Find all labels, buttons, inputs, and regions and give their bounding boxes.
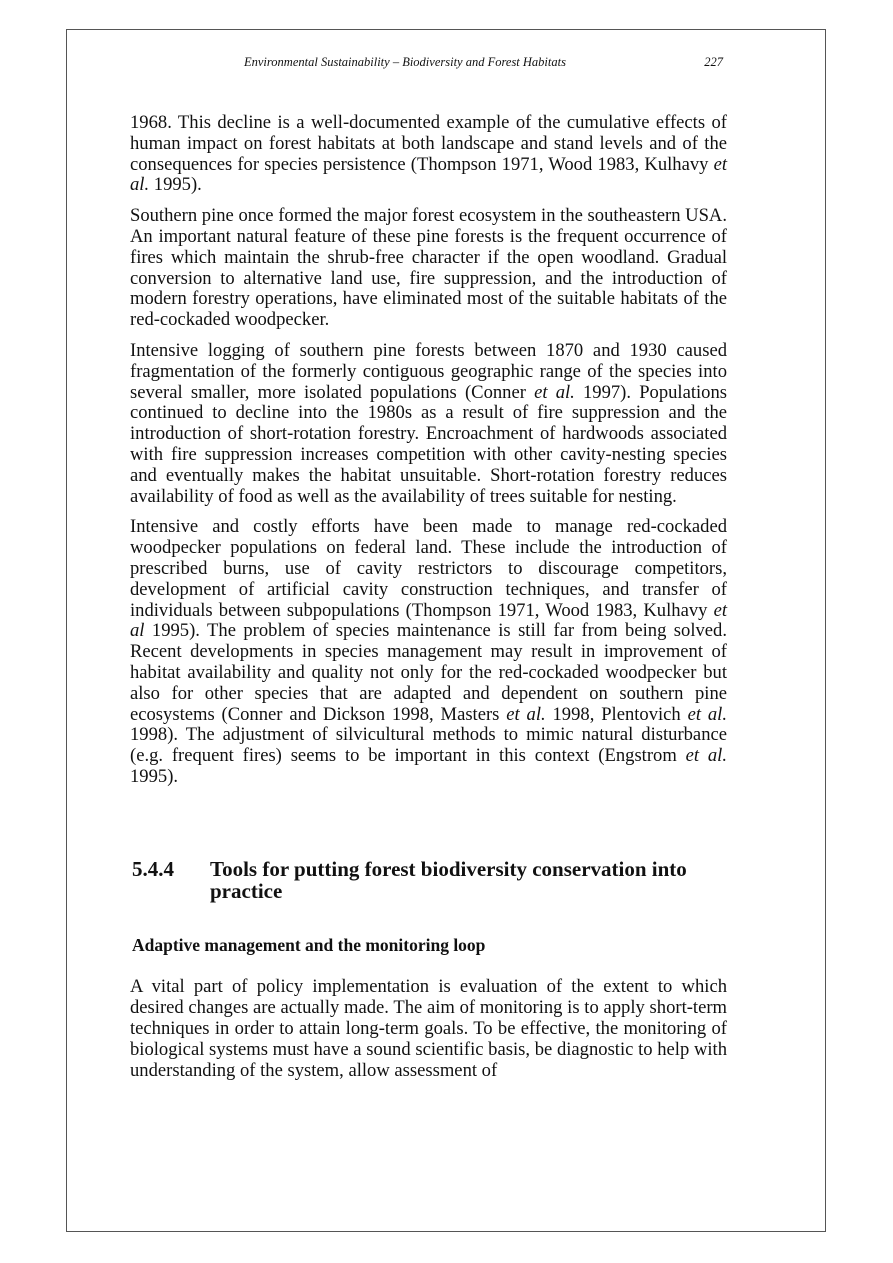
text-run: Intensive logging of southern pine forests between 1870 and 1930 caused fragmentation of the formerly contiguous geographic range of the species into several smaller, more isolated populations (Conner	[130, 339, 727, 403]
text-run: 1995).	[130, 765, 179, 787]
section-number: 5.4.4	[132, 857, 174, 881]
italic-run: et al.	[130, 153, 727, 196]
text-run: 1997). Populations continued to decline into the 1980s as a result of fire suppression and the introduction of short-rotation forestry. Encroachment of hardwoods associated with fire suppression increases competition with other cavity-nesting species and eventually makes the habitat unsuitable. Short-rotation forestry reduces availability of food as well as the availability of trees suitable for nesting.	[130, 381, 728, 507]
final-paragraph-block	[130, 976, 727, 1081]
paragraph	[130, 206, 727, 331]
text-run: Intensive and costly efforts have been made to manage red-cockaded woodpecker populations on federal land. These include the introduction of prescribed burns, use of cavity restrictors to discourage competitors, development of artificial cavity construction techniques, and transfer of individuals between subpopulations (Thompson 1971, Wood 1983, Kulhavy	[130, 516, 727, 621]
italic-run: et al.	[687, 703, 727, 725]
paragraph: A vital part of policy implementation is evaluation of the extent to which desired changes are actually made. The aim of monitoring is to apply short-term techniques in order to attain long-term goals. To be effective, the monitoring of biological systems must have a sound scientific basis, be diagnostic to help with understanding of the system, allow assessment of	[130, 976, 727, 1081]
text-run: Southern pine once formed the major forest ecosystem in the southeastern USA. An important natural feature of these pine forests is the frequent occurrence of fires which maintain the shrub-free character if the open woodland. Gradual conversion to alternative land use, fire suppression, and the introduction of modern forestry operations, have eliminated most of the suitable habitats of the red-cockaded woodpecker.	[130, 205, 727, 331]
text-run: 1995). The problem of species maintenance is still far from being solved. Recent developments in species management may result in improvement of habitat availability and quality not only for the red-cockaded woodpecker but also for other species that are adapted and dependent on southern pine ecosystems (Conner and Dickson 1998, Masters	[130, 620, 727, 725]
text-run: 1998, Plentovich	[545, 703, 688, 725]
italic-run: et al.	[685, 745, 727, 767]
text-run: 1968. This decline is a well-documented example of the cumulative effects of human impact on forest habitats at both landscape and stand levels and of the consequences for species persistence (Thompson 1971, Wood 1983, Kulhavy	[130, 112, 727, 175]
body-text	[130, 113, 727, 798]
text-run: 1998). The adjustment of silvicultural methods to mimic natural disturbance (e.g. frequent fires) seems to be important in this context (Engstrom	[130, 724, 727, 767]
subsection-heading: Adaptive management and the monitoring loop	[132, 935, 486, 955]
paragraph	[130, 341, 727, 507]
italic-run: et al	[130, 599, 727, 642]
running-title: Environmental Sustainability – Biodiversity and Forest Habitats	[244, 55, 566, 69]
paragraph	[130, 517, 727, 787]
italic-run: et al.	[506, 703, 546, 725]
running-header	[176, 55, 723, 75]
text-run: 1995).	[149, 174, 202, 196]
section-title: Tools for putting forest biodiversity conservation into practice	[210, 857, 687, 903]
paragraph	[130, 113, 727, 196]
page-number: 227	[704, 55, 723, 69]
italic-run: et al.	[534, 381, 575, 403]
